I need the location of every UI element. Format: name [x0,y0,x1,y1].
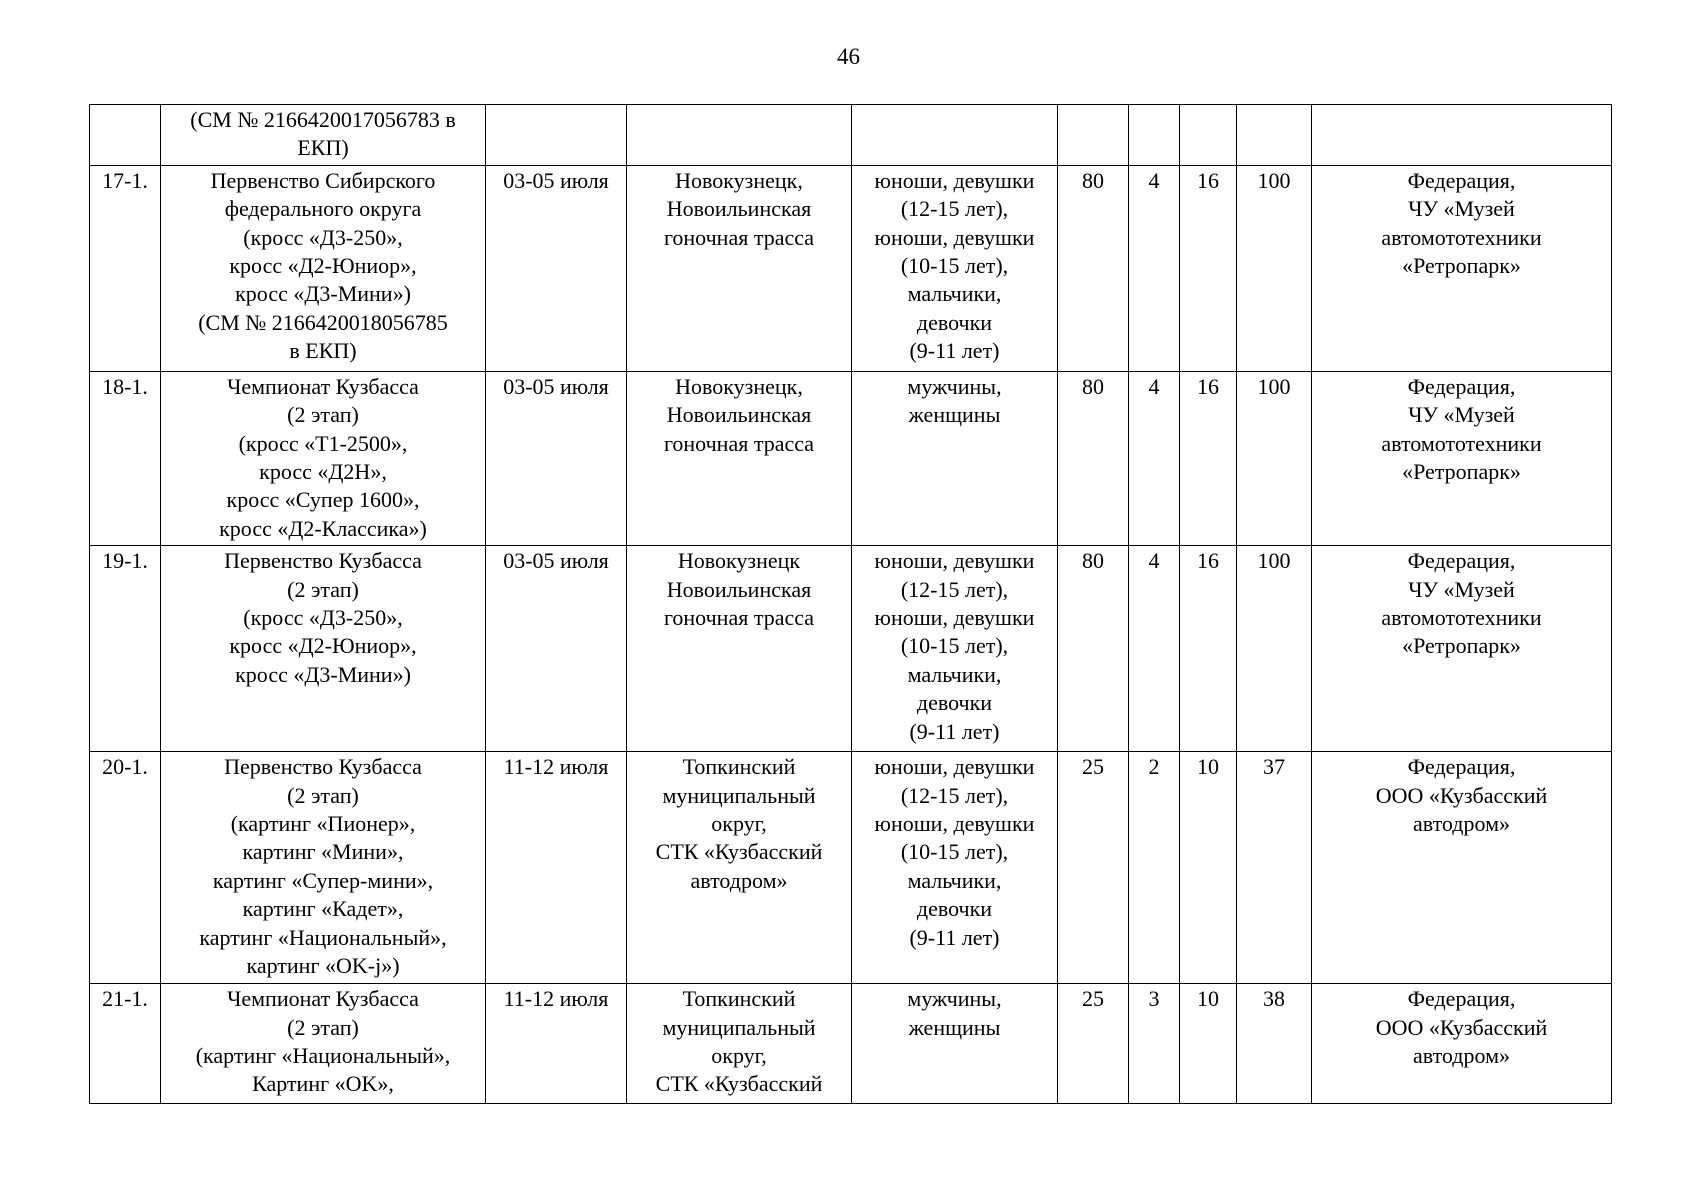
participants-line: юноши, девушки [874,605,1035,631]
event-name-line: картинг «Супер-мини», [212,867,434,893]
organizer-line: ЧУ «Музей [1408,576,1515,602]
participants-cell [852,752,1058,984]
event-name-line: (2 этап) [287,402,359,428]
event-name-line: картинг «OK-j») [246,953,400,979]
count-1: 25 [1082,986,1104,1012]
table-row [90,371,1612,545]
organizer-line: Федерация, [1407,754,1516,780]
event-name-line: (СМ № 2166420017056783 в [190,107,456,132]
event-name-line: (кросс «Д3-250», [243,605,403,631]
event-name-line: (2 этап) [287,782,359,808]
count-1: 80 [1082,167,1104,193]
count-3-cell [1180,984,1237,1104]
count-total: 37 [1263,754,1285,780]
event-place-line: автодром» [690,867,788,893]
participants-line: мальчики, [907,281,1002,307]
event-name-line: Первенство Сибирского [210,167,436,193]
count-3: 16 [1197,167,1219,193]
event-name-line: (2 этап) [287,576,359,602]
count-3: 16 [1197,373,1219,399]
table-row [90,546,1612,752]
count-2: 4 [1148,373,1160,399]
table-row [90,105,1612,166]
count-1-cell [1058,752,1129,984]
event-place-line: муниципальный [662,1014,816,1040]
event-place-line: гоночная трасса [663,430,815,456]
participants-line: мужчины, [907,986,1002,1012]
event-place-line: Топкинский [682,986,796,1012]
event-name-line: Чемпионат Кузбасса [227,986,419,1012]
event-name-cell [161,165,486,371]
count-total-cell [1237,165,1312,371]
event-name-line: кросс «Д3-Мини») [235,661,411,687]
event-dates: 11-12 июля [503,986,609,1012]
page-number: 46 [837,44,860,69]
row-number-cell [90,546,161,752]
count-3: 10 [1197,986,1219,1012]
count-3: 10 [1197,754,1219,780]
table-body [90,105,1612,1104]
event-place-line: Новокузнецк [677,548,801,574]
count-total-cell [1237,371,1312,545]
event-name-line: Картинг «OK», [252,1071,394,1097]
row-number: 21-1. [102,986,148,1012]
event-name-line: картинг «Национальный», [199,924,447,950]
event-place-line: округ, [711,811,767,837]
event-place-line: Новоильинская [666,576,812,602]
row-number: 18-1. [102,373,148,399]
count-2: 2 [1148,754,1160,780]
participants-line: мальчики, [907,661,1002,687]
event-name-line: (СМ № 2166420018056785 [198,309,448,335]
count-3-cell [1180,371,1237,545]
participants-line: (9-11 лет) [909,338,1000,364]
participants-line: (9-11 лет) [909,718,1000,744]
event-name-cell [161,371,486,545]
participants-cell [852,105,1058,166]
row-number: 19-1. [102,548,148,574]
participants-line: девочки [916,690,993,716]
participants-line: юноши, девушки [874,548,1035,574]
count-2-cell [1129,984,1180,1104]
schedule-table [89,104,1612,1104]
event-name-cell [161,105,486,166]
participants-line: (10-15 лет), [900,253,1009,279]
row-number-cell [90,371,161,545]
organizer-line: «Ретропарк» [1402,459,1521,485]
event-place-line: СТК «Кузбасский [655,1071,823,1097]
event-place-line: Новокузнецк, [675,373,803,399]
event-name-line: кросс «Д3-Мини») [235,281,411,307]
organizer-line: ООО «Кузбасский [1375,782,1548,808]
event-dates: 03-05 июля [503,167,609,193]
count-2-cell [1129,165,1180,371]
count-total-cell [1237,752,1312,984]
organizer-line: автомототехники [1381,605,1542,631]
participants-cell [852,371,1058,545]
row-number: 17-1. [102,167,148,193]
event-name-line: кросс «Супер 1600», [226,487,420,513]
event-name-line: кросс «Д2Н», [259,459,387,485]
participants-line: (10-15 лет), [900,633,1009,659]
event-name-line: кросс «Д2-Классика») [219,515,427,541]
event-name-line: федерального округа [224,196,422,222]
organizer-line: ООО «Кузбасский [1375,1014,1548,1040]
count-1: 80 [1082,548,1104,574]
count-total-cell [1237,984,1312,1104]
dates-cell [486,105,627,166]
event-name-line: картинг «Мини», [242,839,404,865]
row-number-cell [90,105,161,166]
event-name-line: картинг «Кадет», [242,896,404,922]
count-total-cell [1237,546,1312,752]
organizer-line: Федерация, [1407,548,1516,574]
count-2: 4 [1148,167,1160,193]
organizer-line: Федерация, [1407,373,1516,399]
event-name-line: Первенство Кузбасса [224,548,422,574]
event-name-cell [161,752,486,984]
count-3: 16 [1197,548,1219,574]
dates-cell [486,752,627,984]
participants-line: (12-15 лет), [900,782,1009,808]
count-1: 25 [1082,754,1104,780]
event-place-line: Новоильинская [666,402,812,428]
table-row [90,165,1612,371]
organizer-line: «Ретропарк» [1402,633,1521,659]
place-cell [627,752,852,984]
table-row [90,984,1612,1104]
event-name-line: (2 этап) [287,1014,359,1040]
count-2-cell [1129,752,1180,984]
count-total: 38 [1263,986,1285,1012]
event-dates: 03-05 июля [503,373,609,399]
event-name-line: (кросс «Т1-2500», [238,430,408,456]
organizers-cell [1312,546,1612,752]
organizer-line: автомототехники [1381,430,1542,456]
participants-line: юноши, девушки [874,754,1035,780]
event-dates: 03-05 июля [503,548,609,574]
count-2: 4 [1148,548,1160,574]
event-name-line: кросс «Д2-Юниор», [229,253,417,279]
table-row [90,752,1612,984]
participants-cell [852,165,1058,371]
participants-line: (12-15 лет), [900,576,1009,602]
count-2-cell [1129,371,1180,545]
row-number-cell [90,752,161,984]
event-name-line: ЕКП) [297,135,349,161]
participants-line: юноши, девушки [874,167,1035,193]
organizer-line: ЧУ «Музей [1408,196,1515,222]
count-3-cell [1180,165,1237,371]
count-2-cell [1129,105,1180,166]
count-1-cell [1058,371,1129,545]
row-number-cell [90,984,161,1104]
count-1-cell [1058,546,1129,752]
event-name-line: кросс «Д2-Юниор», [229,633,417,659]
count-1-cell [1058,984,1129,1104]
organizer-line: Федерация, [1407,167,1516,193]
place-cell [627,105,852,166]
event-place-line: Новоильинская [666,196,812,222]
organizers-cell [1312,371,1612,545]
participants-line: мальчики, [907,867,1002,893]
count-2: 3 [1148,986,1160,1012]
event-place-line: округ, [711,1043,767,1069]
row-number-cell [90,165,161,371]
participants-cell [852,546,1058,752]
event-name-line: Чемпионат Кузбасса [227,373,419,399]
participants-line: женщины [908,1014,1001,1040]
row-number: 20-1. [102,754,148,780]
place-cell [627,371,852,545]
event-name-cell [161,546,486,752]
event-place-line: Топкинский [682,754,796,780]
count-total: 100 [1257,373,1291,399]
place-cell [627,546,852,752]
count-total: 100 [1257,548,1291,574]
organizer-line: ЧУ «Музей [1408,402,1515,428]
participants-line: юноши, девушки [874,224,1035,250]
dates-cell [486,546,627,752]
count-total: 100 [1257,167,1291,193]
count-total-cell [1237,105,1312,166]
count-3-cell [1180,105,1237,166]
organizer-line: автодром» [1413,1043,1510,1069]
count-2-cell [1129,546,1180,752]
count-1: 80 [1082,373,1104,399]
participants-line: девочки [916,896,993,922]
count-3-cell [1180,752,1237,984]
participants-line: (12-15 лет), [900,196,1009,222]
organizer-line: Федерация, [1407,986,1516,1012]
dates-cell [486,371,627,545]
participants-cell [852,984,1058,1104]
organizers-cell [1312,165,1612,371]
participants-line: (9-11 лет) [909,924,1000,950]
event-name-line: в ЕКП) [289,338,357,364]
event-dates: 11-12 июля [503,754,609,780]
event-place-line: гоночная трасса [663,605,815,631]
organizers-cell [1312,752,1612,984]
organizers-cell [1312,105,1612,166]
event-name-line: (картинг «Пионер», [230,811,416,837]
event-name-cell [161,984,486,1104]
event-name-line: Первенство Кузбасса [224,754,422,780]
organizer-line: автодром» [1413,811,1510,837]
dates-cell [486,984,627,1104]
count-3-cell [1180,546,1237,752]
participants-line: женщины [908,402,1001,428]
organizer-line: автомототехники [1381,224,1542,250]
organizer-line: «Ретропарк» [1402,253,1521,279]
event-name-line: (картинг «Национальный», [195,1043,451,1069]
event-name-line: (кросс «Д3-250», [243,224,403,250]
participants-line: (10-15 лет), [900,839,1009,865]
participants-line: мужчины, [907,373,1002,399]
count-1-cell [1058,165,1129,371]
event-place-line: Новокузнецк, [675,167,803,193]
organizers-cell [1312,984,1612,1104]
event-place-line: СТК «Кузбасский [655,839,823,865]
count-1-cell [1058,105,1129,166]
participants-line: юноши, девушки [874,811,1035,837]
event-place-line: муниципальный [662,782,816,808]
place-cell [627,984,852,1104]
place-cell [627,165,852,371]
participants-line: девочки [916,309,993,335]
event-place-line: гоночная трасса [663,224,815,250]
dates-cell [486,165,627,371]
